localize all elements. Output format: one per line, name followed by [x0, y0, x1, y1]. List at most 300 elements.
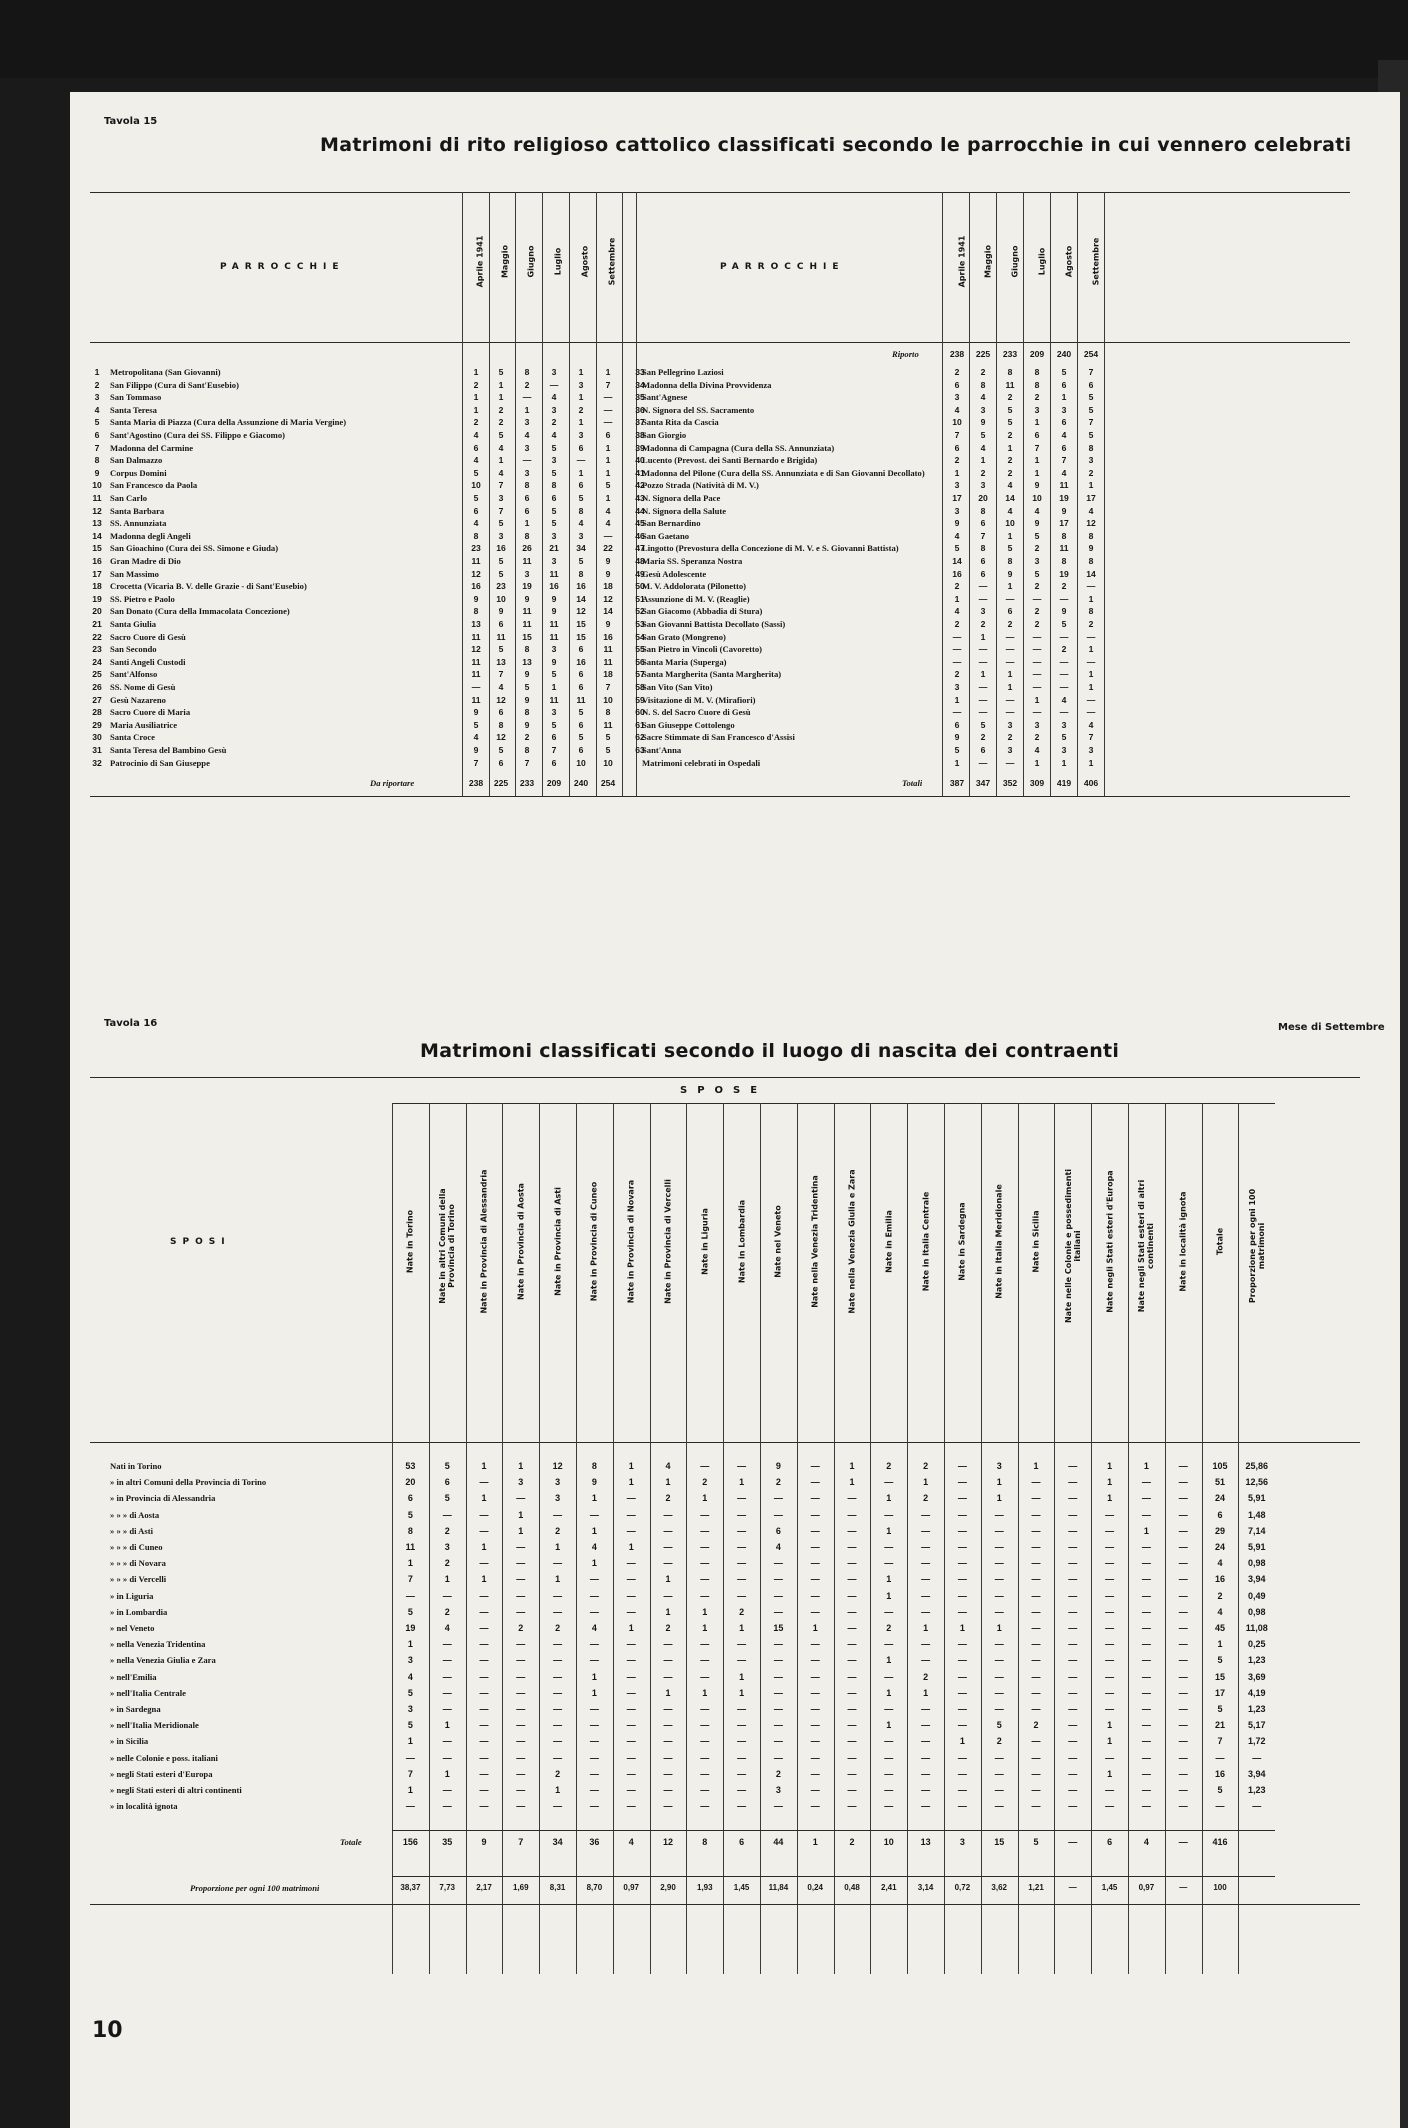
birthplace-count: —: [1068, 1655, 1078, 1666]
birthplace-count: 2: [702, 1477, 708, 1488]
month-count: —: [1032, 682, 1042, 692]
birthplace-count: —: [884, 1606, 894, 1617]
birthplace-count: —: [589, 1639, 599, 1650]
column-total: —: [1068, 1837, 1078, 1848]
birthplace-count: —: [737, 1542, 747, 1552]
month-count: 1: [1088, 757, 1094, 768]
month-count: 11: [549, 568, 559, 579]
parish-index: 35: [635, 392, 645, 403]
birthplace-count: —: [994, 1801, 1004, 1812]
birthplace-count: —: [1178, 1752, 1188, 1763]
month-count: —: [1059, 593, 1069, 604]
month-count: 5: [498, 367, 504, 377]
month-count: 2: [1034, 392, 1040, 403]
birthplace-count: —: [1141, 1558, 1151, 1569]
month-count: 16: [576, 656, 586, 667]
birthplace-count: 4: [591, 1623, 597, 1633]
month-count: 11: [1059, 543, 1069, 554]
month-total: 406: [1083, 778, 1099, 789]
birthplace-count: —: [884, 1736, 894, 1747]
month-count: 1: [1007, 581, 1013, 592]
birthplace-count: 5: [407, 1687, 413, 1698]
birthplace-count: —: [773, 1752, 783, 1763]
birthplace-count: —: [1141, 1509, 1151, 1520]
month-count: 5: [954, 543, 960, 554]
column-proportion: 0,97: [623, 1883, 639, 1893]
month-count: 5: [551, 518, 557, 529]
birthplace-count: —: [773, 1736, 783, 1747]
birthplace-count: 2: [1033, 1720, 1039, 1731]
birthplace-count: —: [737, 1801, 747, 1812]
birthplace-count: —: [1105, 1525, 1115, 1536]
parish-name: San Tommaso: [110, 392, 162, 403]
month-count: 6: [524, 505, 530, 516]
column-total: 4: [628, 1837, 634, 1848]
birthplace-count: —: [479, 1801, 489, 1812]
birthplace-count: 4: [444, 1623, 450, 1633]
table15-head-rule: [90, 342, 1350, 343]
month-count: 5: [954, 745, 960, 755]
month-count: 11: [471, 669, 481, 680]
month-count: 12: [603, 593, 613, 604]
month-count: —: [1059, 682, 1069, 692]
month-count: 8: [524, 480, 530, 491]
parish-name: Sacro Cuore di Maria: [110, 707, 191, 718]
birthplace-count: —: [405, 1752, 415, 1763]
table15-month-header-left: Giugno: [526, 245, 536, 278]
birthplace-count: 17: [1214, 1687, 1225, 1698]
table16-column-header: Nate in Sardegna: [957, 1202, 967, 1281]
birthplace-count: 1: [886, 1720, 892, 1731]
parish-name: San Giacomo (Abbadia di Stura): [642, 606, 763, 617]
birthplace-count: —: [589, 1801, 599, 1812]
month-count: 16: [471, 581, 481, 592]
month-count: 3: [1034, 404, 1040, 415]
table15-parish-header-right: PARROCCHIE: [720, 262, 845, 272]
birthplace-count: 2: [775, 1477, 781, 1488]
month-count: 3: [980, 606, 986, 617]
month-count: 5: [980, 719, 986, 730]
parish-name: Gesù Nazareno: [110, 694, 166, 705]
month-count: 3: [498, 493, 504, 503]
birthplace-row-label: » » » di Novara: [110, 1558, 166, 1569]
birthplace-count: 2: [923, 1671, 929, 1682]
birthplace-count: —: [1068, 1720, 1078, 1731]
birthplace-count: —: [884, 1752, 894, 1763]
month-count: 1: [1007, 442, 1013, 453]
month-count: —: [1059, 669, 1069, 680]
month-count: —: [952, 644, 962, 655]
month-count: 6: [1061, 379, 1067, 390]
birthplace-count: —: [1178, 1590, 1188, 1601]
birthplace-count: 7,14: [1248, 1525, 1266, 1536]
month-count: —: [952, 656, 962, 667]
birthplace-count: —: [957, 1590, 967, 1601]
column-proportion: 8,70: [586, 1883, 603, 1893]
parish-name: San Dalmazzo: [110, 455, 163, 466]
birthplace-count: —: [773, 1655, 783, 1666]
month-count: 9: [524, 669, 530, 680]
birthplace-count: —: [626, 1704, 636, 1714]
birthplace-count: —: [516, 1736, 526, 1747]
birthplace-count: —: [1068, 1671, 1078, 1682]
parish-name: San Donato (Cura della Immacolata Concezione): [110, 606, 290, 617]
month-count: 8: [1007, 556, 1013, 566]
month-count: 1: [1034, 467, 1040, 478]
table16-bottom-rule: [90, 1904, 1360, 1905]
month-count: 2: [980, 619, 986, 629]
month-count: —: [522, 455, 532, 466]
birthplace-count: —: [847, 1558, 857, 1569]
birthplace-row-label: » nell'Italia Centrale: [110, 1687, 186, 1698]
month-count: 9: [1061, 606, 1067, 617]
birthplace-count: —: [994, 1542, 1004, 1552]
birthplace-count: 4: [775, 1542, 781, 1552]
birthplace-count: 1: [959, 1736, 965, 1747]
month-count: 11: [603, 644, 613, 655]
month-count: 5: [498, 745, 504, 755]
birthplace-count: —: [626, 1606, 636, 1617]
birthplace-count: —: [737, 1558, 747, 1569]
birthplace-count: —: [1105, 1785, 1115, 1795]
month-count: 3: [551, 455, 557, 466]
month-count: 8: [1061, 530, 1067, 541]
parish-number: 13: [92, 518, 102, 529]
month-count: 6: [954, 719, 960, 730]
parish-name: Patrocinio di San Giuseppe: [110, 757, 210, 768]
birthplace-row-label: » nel Veneto: [110, 1623, 155, 1633]
birthplace-count: —: [700, 1461, 710, 1471]
birthplace-count: —: [442, 1752, 452, 1763]
table15-top-rule: [90, 192, 1350, 193]
column-proportion: 0,72: [954, 1883, 971, 1893]
birthplace-count: —: [737, 1752, 747, 1763]
month-count: 1: [954, 467, 960, 478]
birthplace-row-label: » » » di Asti: [110, 1525, 153, 1536]
birthplace-count: —: [479, 1768, 489, 1779]
birthplace-count: —: [479, 1623, 489, 1633]
birthplace-count: 2: [665, 1493, 671, 1504]
birthplace-count: —: [737, 1736, 747, 1747]
birthplace-count: 1: [1143, 1525, 1149, 1536]
birthplace-count: 2: [923, 1493, 929, 1504]
month-count: 4: [954, 606, 960, 617]
column-total: 44: [773, 1837, 784, 1848]
column-proportion: 0,24: [807, 1883, 823, 1893]
birthplace-count: —: [516, 1752, 526, 1763]
month-count: 4: [473, 732, 479, 743]
parish-name: Santa Barbara: [110, 505, 165, 516]
birthplace-count: —: [442, 1671, 452, 1682]
month-count: 5: [578, 732, 584, 743]
birthplace-count: —: [1105, 1542, 1115, 1552]
month-count: 4: [498, 682, 504, 692]
month-count: 8: [524, 644, 530, 655]
month-count: 2: [473, 379, 479, 390]
birthplace-row-label: » in Sardegna: [110, 1704, 161, 1714]
month-count: 3: [1061, 404, 1067, 415]
month-count: 7: [1061, 455, 1067, 466]
birthplace-count: —: [921, 1606, 931, 1617]
month-count: 10: [603, 694, 613, 705]
birthplace-count: —: [553, 1704, 563, 1714]
month-count: 5: [578, 556, 584, 566]
birthplace-count: —: [553, 1590, 563, 1601]
month-total: 419: [1056, 778, 1072, 789]
month-count: 3: [954, 392, 960, 403]
birthplace-count: —: [1178, 1558, 1188, 1569]
table16-column-header: Nate in Italia Meridionale: [994, 1184, 1004, 1299]
birthplace-count: —: [516, 1606, 526, 1617]
parish-name: San Gaetano: [642, 530, 690, 541]
column-total: 35: [442, 1837, 453, 1848]
table15-month-header-left: Aprile 1941: [475, 235, 485, 288]
birthplace-count: 5,91: [1248, 1542, 1266, 1552]
month-count: —: [1059, 707, 1069, 718]
birthplace-count: —: [442, 1509, 452, 1520]
birthplace-count: 5: [407, 1606, 413, 1617]
column-proportion: —: [1068, 1883, 1077, 1893]
parish-number: 29: [92, 719, 102, 730]
parish-name: Lingotto (Prevostura della Concezione di M. V. e S. Giovanni Battista): [642, 543, 899, 554]
birthplace-count: 1: [886, 1574, 892, 1585]
parish-number: 3: [94, 392, 100, 403]
month-count: 9: [524, 694, 530, 705]
birthplace-count: 1: [407, 1736, 413, 1747]
table15-month-header-right: Luglio: [1037, 247, 1047, 276]
month-count: 5: [1034, 568, 1040, 579]
month-count: 1: [524, 404, 530, 415]
month-count: —: [549, 379, 559, 390]
birthplace-count: —: [994, 1606, 1004, 1617]
month-total: 352: [1002, 778, 1018, 789]
month-total: 309: [1029, 778, 1045, 789]
birthplace-count: 8: [591, 1461, 597, 1471]
birthplace-count: —: [921, 1574, 931, 1585]
month-count: 8: [473, 606, 479, 617]
birthplace-count: 1: [591, 1558, 597, 1569]
page-number: 10: [92, 2018, 123, 2043]
parish-number: 22: [92, 631, 102, 642]
parish-name: Sacre Stimmate di San Francesco d'Assisi: [642, 732, 795, 743]
birthplace-count: —: [773, 1509, 783, 1520]
birthplace-count: —: [516, 1493, 526, 1504]
parish-index: 42: [635, 480, 645, 491]
birthplace-count: —: [626, 1509, 636, 1520]
parish-index: 57: [635, 669, 645, 680]
parish-name: Visitazione di M. V. (Mirafiori): [642, 694, 756, 705]
birthplace-count: 8: [407, 1525, 413, 1536]
table16-proportion-rule: [392, 1876, 1275, 1877]
birthplace-count: —: [847, 1704, 857, 1714]
birthplace-count: —: [810, 1768, 820, 1779]
birthplace-count: 53: [405, 1461, 416, 1471]
month-count: 5: [551, 505, 557, 516]
birthplace-count: 1,23: [1248, 1655, 1266, 1666]
month-count: 13: [471, 619, 481, 629]
parish-name: San Grato (Mongreno): [642, 631, 726, 642]
month-count: 4: [551, 430, 557, 440]
month-count: 19: [1059, 493, 1069, 503]
birthplace-count: 12: [552, 1461, 563, 1471]
month-count: 2: [1061, 581, 1067, 592]
parish-name: Sant'Anna: [642, 745, 682, 755]
table15-month-header-right: Settembre: [1091, 237, 1101, 286]
month-count: 6: [578, 682, 584, 692]
month-count: 11: [522, 606, 532, 617]
birthplace-count: 3: [775, 1785, 781, 1795]
birthplace-count: —: [1068, 1542, 1078, 1552]
table16-column-header: Nate in Lombardia: [737, 1199, 747, 1284]
birthplace-row-label: » negli Stati esteri di altri continenti: [110, 1785, 242, 1795]
birthplace-count: —: [516, 1720, 526, 1731]
birthplace-count: —: [994, 1655, 1004, 1666]
month-count: 2: [1088, 467, 1094, 478]
birthplace-count: —: [1031, 1606, 1041, 1617]
month-count: 1: [1061, 392, 1067, 403]
birthplace-count: —: [626, 1720, 636, 1731]
table15-month-header-right: Agosto: [1064, 245, 1074, 278]
birthplace-row-label: » nell'Italia Meridionale: [110, 1720, 199, 1731]
parish-index: 41: [635, 467, 645, 478]
parish-name: SS. Annunziata: [110, 518, 167, 529]
birthplace-count: —: [700, 1655, 710, 1666]
column-proportion: 3,14: [917, 1883, 934, 1893]
column-total: 5: [1033, 1837, 1039, 1848]
table15-col-rule: [622, 192, 623, 796]
birthplace-count: —: [479, 1639, 489, 1650]
month-count: 6: [473, 442, 479, 453]
birthplace-count: —: [957, 1768, 967, 1779]
table16-column-header: Nate in Provincia di Asti: [553, 1187, 563, 1296]
birthplace-count: —: [884, 1639, 894, 1650]
month-count: 11: [522, 619, 532, 629]
birthplace-count: 7: [407, 1768, 413, 1779]
carry-value: 233: [1002, 349, 1018, 359]
birthplace-count: —: [737, 1704, 747, 1714]
month-count: 1: [473, 392, 479, 403]
month-count: —: [1005, 656, 1015, 667]
month-count: 5: [473, 719, 479, 730]
month-total: 209: [546, 778, 562, 789]
birthplace-count: —: [1068, 1574, 1078, 1585]
month-count: 9: [1088, 543, 1094, 554]
birthplace-row-label: » nella Venezia Giulia e Zara: [110, 1655, 216, 1666]
birthplace-count: 1: [518, 1509, 524, 1520]
table15-left-total-label: Da riportare: [370, 778, 415, 789]
parish-name: San Giorgio: [642, 430, 687, 440]
month-count: 3: [524, 568, 530, 579]
birthplace-count: —: [847, 1687, 857, 1698]
birthplace-count: —: [1068, 1704, 1078, 1714]
birthplace-count: —: [589, 1704, 599, 1714]
month-count: 5: [473, 493, 479, 503]
month-count: 3: [954, 682, 960, 692]
column-total: 12: [662, 1837, 673, 1848]
column-proportion: 1,45: [1101, 1883, 1118, 1893]
month-count: 2: [954, 581, 960, 592]
parish-name: Madonna del Carmine: [110, 442, 194, 453]
month-count: 2: [1034, 619, 1040, 629]
birthplace-count: 1: [1107, 1493, 1113, 1504]
month-count: 8: [1088, 606, 1094, 617]
birthplace-count: —: [957, 1461, 967, 1471]
month-count: 3: [524, 442, 530, 453]
month-count: 8: [578, 505, 584, 516]
birthplace-count: —: [921, 1655, 931, 1666]
birthplace-count: —: [1068, 1768, 1078, 1779]
month-count: —: [1005, 644, 1015, 655]
month-count: 1: [578, 417, 584, 428]
parish-index: 59: [635, 694, 645, 705]
birthplace-count: —: [1105, 1655, 1115, 1666]
month-count: 6: [1061, 417, 1067, 428]
month-count: 1: [498, 455, 504, 466]
birthplace-count: —: [1031, 1655, 1041, 1666]
birthplace-count: —: [1031, 1736, 1041, 1747]
birthplace-count: —: [663, 1590, 673, 1601]
birthplace-row-label: » nell'Emilia: [110, 1671, 157, 1682]
month-count: 15: [522, 631, 532, 642]
parish-number: 9: [94, 467, 100, 478]
parish-name: Crocetta (Vicaria B. V. delle Grazie - di Sant'Eusebio): [110, 581, 307, 592]
parish-name: Sant'Agostino (Cura dei SS. Filippo e Giacomo): [110, 430, 285, 440]
month-count: 1: [605, 455, 611, 466]
parish-name: Madonna degli Angeli: [110, 530, 191, 541]
birthplace-count: —: [810, 1590, 820, 1601]
month-count: 3: [1088, 455, 1094, 466]
month-count: 5: [1061, 619, 1067, 629]
birthplace-count: —: [1068, 1752, 1078, 1763]
birthplace-count: —: [1178, 1768, 1188, 1779]
month-count: 5: [1088, 392, 1094, 403]
birthplace-count: —: [663, 1639, 673, 1650]
birthplace-count: —: [1141, 1623, 1151, 1633]
month-count: 3: [551, 644, 557, 655]
month-count: 8: [980, 379, 986, 390]
birthplace-count: 20: [405, 1477, 416, 1488]
month-count: 7: [1088, 417, 1094, 428]
birthplace-count: —: [994, 1752, 1004, 1763]
birthplace-count: 1: [739, 1477, 745, 1488]
month-count: 2: [1034, 606, 1040, 617]
month-count: 2: [954, 367, 960, 377]
table16-top-rule: [90, 1077, 1360, 1078]
birthplace-count: —: [479, 1736, 489, 1747]
birthplace-count: —: [479, 1785, 489, 1795]
month-count: 1: [498, 392, 504, 403]
birthplace-count: —: [1031, 1493, 1041, 1504]
month-count: 1: [498, 379, 504, 390]
birthplace-count: —: [479, 1509, 489, 1520]
parish-number: 17: [92, 568, 102, 579]
month-count: 5: [1007, 417, 1013, 428]
month-count: 7: [954, 430, 960, 440]
birthplace-count: 6: [407, 1493, 413, 1504]
month-count: 1: [1034, 694, 1040, 705]
birthplace-count: 1,48: [1248, 1509, 1266, 1520]
month-count: 5: [980, 430, 986, 440]
month-count: 8: [524, 745, 530, 755]
month-count: 6: [551, 757, 557, 768]
month-count: —: [1032, 669, 1042, 680]
birthplace-count: 16: [1214, 1574, 1225, 1585]
birthplace-count: —: [773, 1671, 783, 1682]
birthplace-count: —: [921, 1509, 931, 1520]
column-proportion: —: [1179, 1883, 1188, 1893]
month-count: 5: [605, 732, 611, 743]
birthplace-row-label: » nella Venezia Tridentina: [110, 1639, 206, 1650]
